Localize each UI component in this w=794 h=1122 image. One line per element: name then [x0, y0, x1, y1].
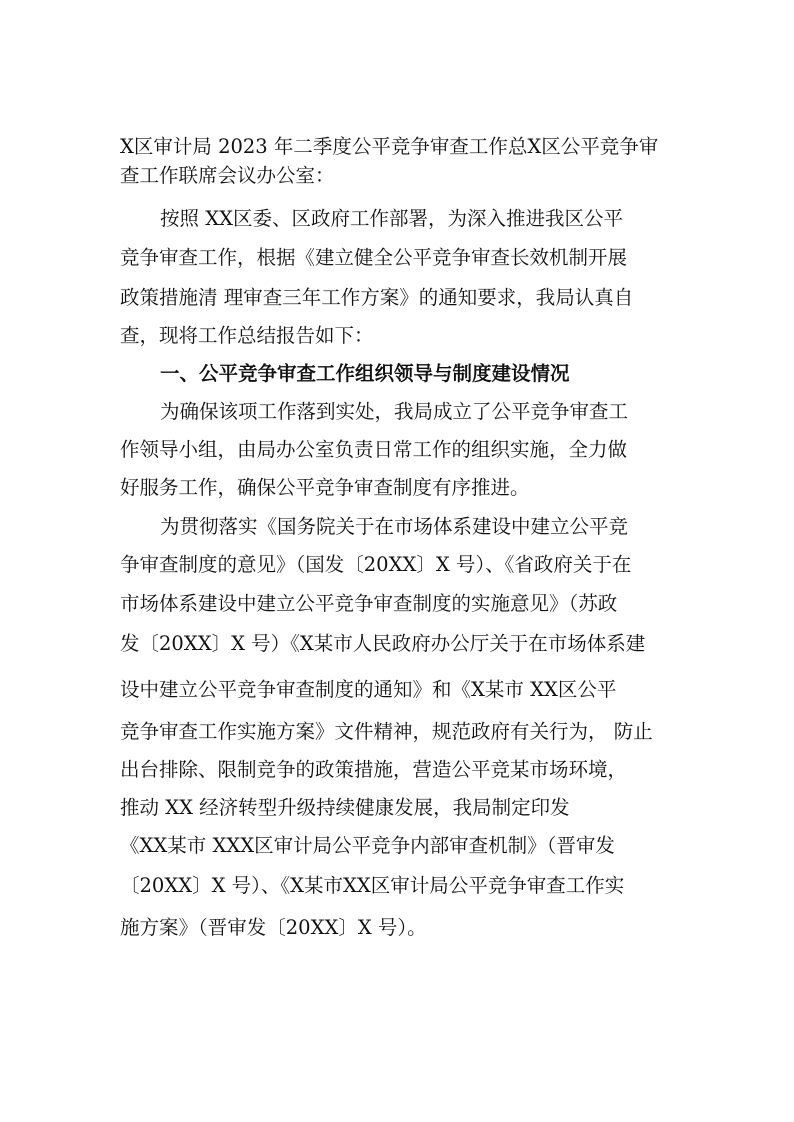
- paragraph-3-line-10: 〔20XX〕X 号）、《X某市XX区审计局公平竞争审查工作实: [120, 874, 625, 897]
- paragraph-2-line-1: 为确保该项工作落到实处，我局成立了公平竞争审查工: [160, 400, 629, 423]
- section-heading-1: 一、公平竞争审查工作组织领导与制度建设情况: [160, 362, 570, 385]
- paragraph-1-line-4: 查，现将工作总结报告如下：: [120, 324, 374, 347]
- paragraph-3-line-6: 竞争审查工作实施方案》文件精神，规范政府有关行为， 防止: [120, 720, 653, 743]
- paragraph-3-line-9: 《XX某市 XXX区审计局公平竞争内部审查机制》（晋审发: [120, 834, 615, 857]
- paragraph-3-line-5: 设中建立公平竞争审查制度的通知》和《X某市 XX区公平: [120, 678, 617, 701]
- paragraph-3-line-1: 为贯彻落实《国务院关于在市场体系建设中建立公平竞: [160, 515, 629, 538]
- paragraph-1-line-1: 按照 XX区委、区政府工作部署，为深入推进我区公平: [160, 207, 623, 230]
- paragraph-2-line-3: 好服务工作，确保公平竞争审查制度有序推进。: [120, 476, 530, 499]
- paragraph-1-line-3: 政策措施清 理审查三年工作方案》的通知要求，我局认真自: [120, 286, 634, 309]
- paragraph-3-line-2: 争审查制度的意见》（国发〔20XX〕X 号）、《省政府关于在: [120, 553, 632, 576]
- paragraph-3-line-8: 推动 XX 经济转型升级持续健康发展，我局制定印发: [120, 796, 570, 819]
- title-line-2: 查工作联席会议办公室：: [120, 164, 335, 187]
- title-line-1: X区审计局 2023 年二季度公平竞争审查工作总X区公平竞争审: [120, 135, 659, 158]
- paragraph-3-line-11: 施方案》（晋审发〔20XX〕X 号）。: [120, 916, 427, 939]
- paragraph-1-line-2: 竞争审查工作，根据《建立健全公平竞争审查长效机制开展: [120, 246, 628, 269]
- paragraph-2-line-2: 作领导小组，由局办公室负责日常工作的组织实施，全力做: [120, 438, 628, 461]
- paragraph-3-line-4: 发〔20XX〕X 号）《X某市人民政府办公厅关于在市场体系建: [120, 632, 646, 655]
- paragraph-3-line-7: 出台排除、限制竞争的政策措施，营造公平竞某市场环境，: [120, 758, 628, 781]
- paragraph-3-line-3: 市场体系建设中建立公平竞争审查制度的实施意见》（苏政: [120, 592, 618, 615]
